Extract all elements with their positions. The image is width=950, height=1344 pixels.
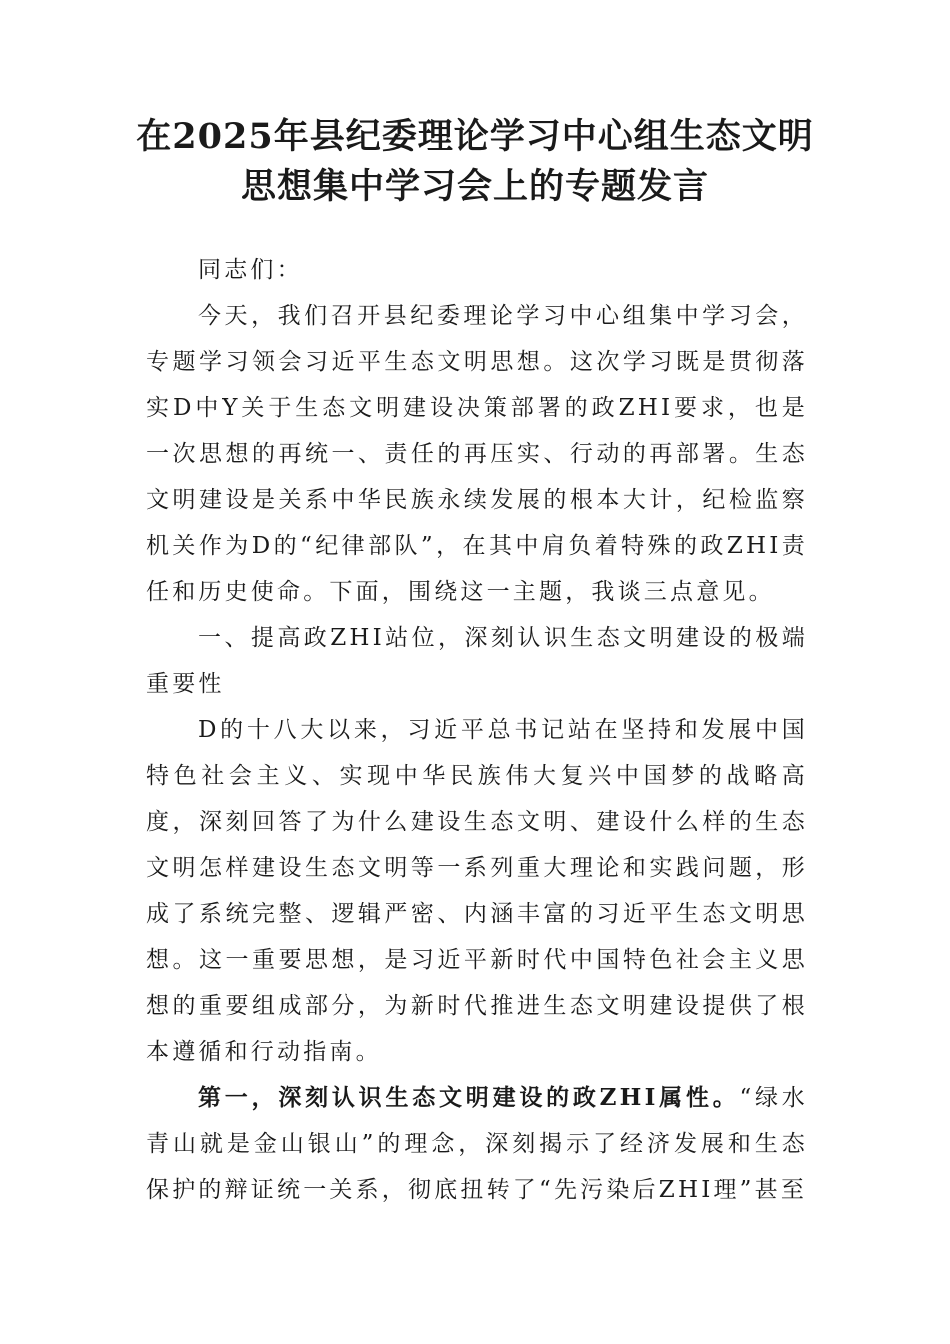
point-1-paragraph	[146, 1075, 808, 1213]
title-line-1: 在2025年县纪委理论学习中心组生态文明	[136, 116, 814, 157]
section-1-paragraph: D的十八大以来，习近平总书记站在坚持和发展中国特色社会主义、实现中华民族伟大复兴中国梦的战略高度，深刻回答了为什么建设生态文明、建设什么样的生态文明怎样建设生态文明等一系列重大理论和实践问题，形成了系统完整、逻辑严密、内涵丰富的习近平生态文明思想。这一重要思想，是习近平新时代中国特色社会主义思想的重要组成部分，为新时代推进生态文明建设提供了根本遵循和行动指南。	[146, 717, 808, 1065]
salutation: 同志们：	[198, 257, 303, 283]
title-line-2: 思想集中学习会上的专题发言	[240, 166, 709, 207]
point-1-lead: 第一，深刻认识生态文明建设的政ZHI属性。	[198, 1084, 740, 1111]
document-title	[100, 112, 850, 212]
point-1-text: “绿水青山就是金山银山”的理念，深刻揭示了经济发展和生态保护的辩证统一关系，彻底扭转了“先污染后ZHI理”甚至	[146, 1085, 809, 1203]
document-body	[146, 247, 808, 1213]
intro-paragraph: 今天，我们召开县纪委理论学习中心组集中学习会，专题学习领会习近平生态文明思想。这次学习既是贯彻落实D中Y关于生态文明建设决策部署的政ZHI要求，也是一次思想的再统一、责任的再压实、行动的再部署。生态文明建设是关系中华民族永续发展的根本大计，纪检监察机关作为D的“纪律部队”，在其中肩负着特殊的政ZHI责任和历史使命。下面，围绕这一主题，我谈三点意见。	[146, 303, 808, 605]
section-1-heading: 一、提高政ZHI站位，深刻认识生态文明建设的极端重要性	[146, 625, 808, 697]
